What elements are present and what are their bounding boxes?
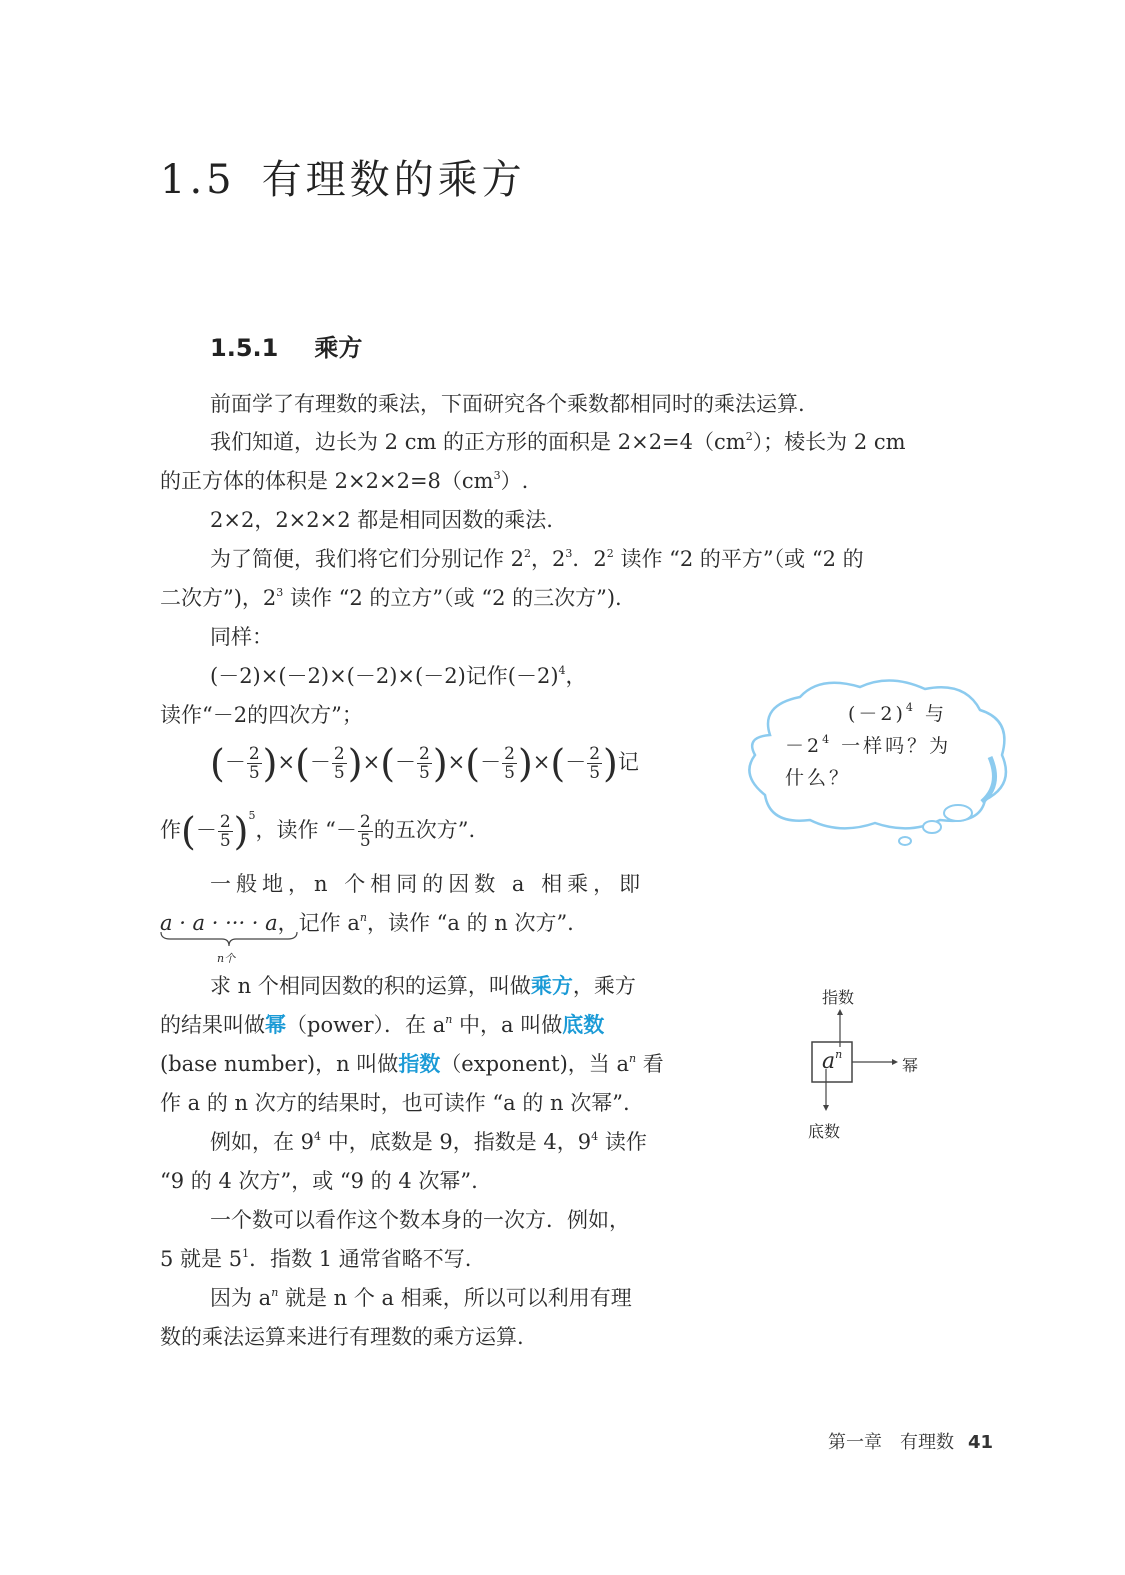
text: 求 n 个相同因数的积的运算，叫做 <box>210 974 531 998</box>
superscript: n <box>628 1052 637 1065</box>
text: 的结果叫做 <box>160 1013 265 1037</box>
term-base: 底数 <box>562 1013 605 1037</box>
thought-bubble <box>740 675 1015 855</box>
text: 就是 n 个 a 相乘，所以可以利用有理 <box>278 1286 632 1310</box>
text: ， <box>565 664 587 688</box>
fraction: $\frac{2}{5}$ <box>333 744 345 783</box>
text: ．指数 1 通常省略不写. <box>249 1247 472 1271</box>
paragraph-example-nine-cont: “9 的 4 次方”，或 “9 的 4 次幂”. <box>160 1169 478 1193</box>
paragraph-definition-4: 作 a 的 n 次方的结果时，也可读作 “a 的 n 次幂”. <box>160 1091 630 1115</box>
page-number: 41 <box>968 1432 994 1453</box>
text: 读作 “2 的立方”（或 “2 的三次方”). <box>283 586 622 610</box>
bubble-line-3: 什么？ <box>785 767 852 789</box>
text: ，记作 a <box>277 911 360 935</box>
times-sign: × <box>362 750 381 774</box>
paragraph-definition <box>210 972 636 1000</box>
bubble-line-2: $-2^4$ 一样吗？为 <box>785 733 952 757</box>
text: 的正方体的体积是 2×2×2=8（cm <box>160 469 494 493</box>
section-title <box>160 148 526 205</box>
paragraph-general-cont <box>160 909 574 965</box>
fraction: $\frac{2}{5}$ <box>589 744 601 783</box>
text: 中，a 叫做 <box>452 1013 563 1037</box>
superscript: 3 <box>493 469 501 482</box>
paragraph-notation <box>210 545 864 573</box>
times-sign: × <box>532 750 551 774</box>
paragraph-first-power: 一个数可以看作这个数本身的一次方．例如， <box>210 1208 630 1232</box>
superscript: n <box>445 1013 453 1026</box>
text: ）. <box>500 469 529 493</box>
paragraph-same-factors: 2×2，2×2×2 都是相同因数的乘法. <box>210 508 553 532</box>
paragraph-notation-cont <box>160 584 622 612</box>
minus-sign: － <box>224 750 246 774</box>
bubble-line-1: $(-2)^4$ 与 <box>848 701 947 725</box>
term-exponent: 指数 <box>398 1052 441 1076</box>
subsection-title-text: 乘方 <box>314 334 363 362</box>
superscript: 3 <box>276 586 284 599</box>
fraction: $\frac{2}{5}$ <box>359 812 371 851</box>
paragraph-square-area <box>210 428 906 456</box>
fraction: $\frac{2}{5}$ <box>248 744 260 783</box>
label-base: 底数 <box>808 1122 841 1141</box>
superscript: n <box>359 911 367 924</box>
superscript: 4 <box>591 1130 599 1143</box>
text: (base number)，n 叫做 <box>160 1052 399 1076</box>
label-power: 幂 <box>902 1056 919 1075</box>
text: 5 就是 5 <box>160 1247 243 1271</box>
text: ）；棱长为 2 cm <box>752 430 906 454</box>
superscript: 5 <box>248 809 256 822</box>
subsection-number: 1.5.1 <box>210 334 279 362</box>
label-exponent: 指数 <box>822 988 855 1007</box>
text: ，读作 “a 的 n 次方”. <box>366 911 574 935</box>
text: ，2 <box>531 547 566 571</box>
section-title-text: 有理数的乘方 <box>261 157 526 203</box>
paragraph-conclusion-cont: 数的乘法运算来进行有理数的乘方运算. <box>160 1325 524 1349</box>
brace-label: n个 <box>217 952 236 965</box>
text: 因为 a <box>210 1286 272 1310</box>
example-negative-two <box>210 662 587 690</box>
paragraph-conclusion <box>210 1284 632 1312</box>
text: ，乘方 <box>572 974 636 998</box>
power-expression: $a^n$ <box>822 1048 843 1074</box>
minus-sign: － <box>565 750 587 774</box>
paragraph-first-power-cont <box>160 1245 471 1273</box>
footer-chapter: 第一章 <box>828 1432 882 1453</box>
minus-sign: － <box>395 750 417 774</box>
superscript: 1 <box>242 1247 250 1260</box>
superscript: 2 <box>606 547 614 560</box>
text: 读作 <box>598 1130 647 1154</box>
text: （exponent)，当 a <box>440 1052 629 1076</box>
math-expression: a · a · ··· · a <box>160 911 278 935</box>
times-sign: × <box>277 750 296 774</box>
term-power: 幂 <box>265 1013 286 1037</box>
minus-sign: － <box>309 750 331 774</box>
times-sign: × <box>447 750 466 774</box>
footer-chapter-title: 有理数 <box>900 1432 954 1453</box>
paragraph-intro: 前面学了有理数的乘法，下面研究各个乘数都相同时的乘法运算. <box>210 392 805 416</box>
minus-sign: － <box>480 750 502 774</box>
paragraph-similarly: 同样： <box>210 625 273 649</box>
example-negative-two-reading: 读作“－2的四次方”； <box>160 703 363 727</box>
superscript: 2 <box>745 430 753 443</box>
paragraph-general: 一般地，n 个相同的因数 a 相乘，即 <box>210 872 646 896</box>
text: 作 <box>160 818 181 842</box>
text: 看 <box>636 1052 664 1076</box>
text: 例如，在 9 <box>210 1130 315 1154</box>
text: 记 <box>617 750 639 774</box>
text: ．2 <box>572 547 607 571</box>
page-footer <box>828 1428 993 1454</box>
text: 的五次方”. <box>373 818 476 842</box>
text: 我们知道，边长为 2 cm 的正方形的面积是 2×2=4（cm <box>210 430 746 454</box>
text: 二次方”)，2 <box>160 586 277 610</box>
superscript: 2 <box>524 547 532 560</box>
underbrace-product <box>160 909 278 965</box>
superscript: 4 <box>314 1130 322 1143</box>
fraction: $\frac{2}{5}$ <box>219 812 231 851</box>
paragraph-definition-2 <box>160 1011 604 1039</box>
paragraph-example-nine <box>210 1128 647 1156</box>
example-fraction-power: 作(－ $\frac{2}{5}$ )$^5$，读作 “－ $\frac{2}{5}$ 的五次方”. <box>160 809 476 854</box>
minus-sign: － <box>195 818 217 842</box>
example-fraction-product: (－ $\frac{2}{5}$ )×(－ $\frac{2}{5}$ )×(－ $\frac{2}{5}$ )×(－ $\frac{2}{5}$ )×(－ $\frac{2}{5}$ )记 <box>210 741 639 786</box>
paragraph-definition-3 <box>160 1050 664 1078</box>
superscript: 4 <box>558 664 566 677</box>
text: 中，底数是 9，指数是 4，9 <box>321 1130 592 1154</box>
subsection-title <box>210 328 362 363</box>
power-diagram <box>800 985 940 1150</box>
fraction: $\frac{2}{5}$ <box>419 744 430 783</box>
text: 读作 “2 的平方”（或 “2 的 <box>613 547 864 571</box>
paragraph-cube-volume <box>160 467 528 495</box>
superscript: n <box>271 1286 279 1299</box>
math-expression: (－2)×(－2)×(－2)×(－2)记作(－2) <box>210 664 559 688</box>
term-exponentiation: 乘方 <box>530 974 573 998</box>
text: ，读作 “－ <box>255 818 357 842</box>
fraction: $\frac{2}{5}$ <box>504 744 515 783</box>
superscript: 3 <box>565 547 573 560</box>
section-number: 1.5 <box>160 157 236 203</box>
text: 为了简便，我们将它们分别记作 2 <box>210 547 525 571</box>
text: （power）．在 a <box>286 1013 446 1037</box>
